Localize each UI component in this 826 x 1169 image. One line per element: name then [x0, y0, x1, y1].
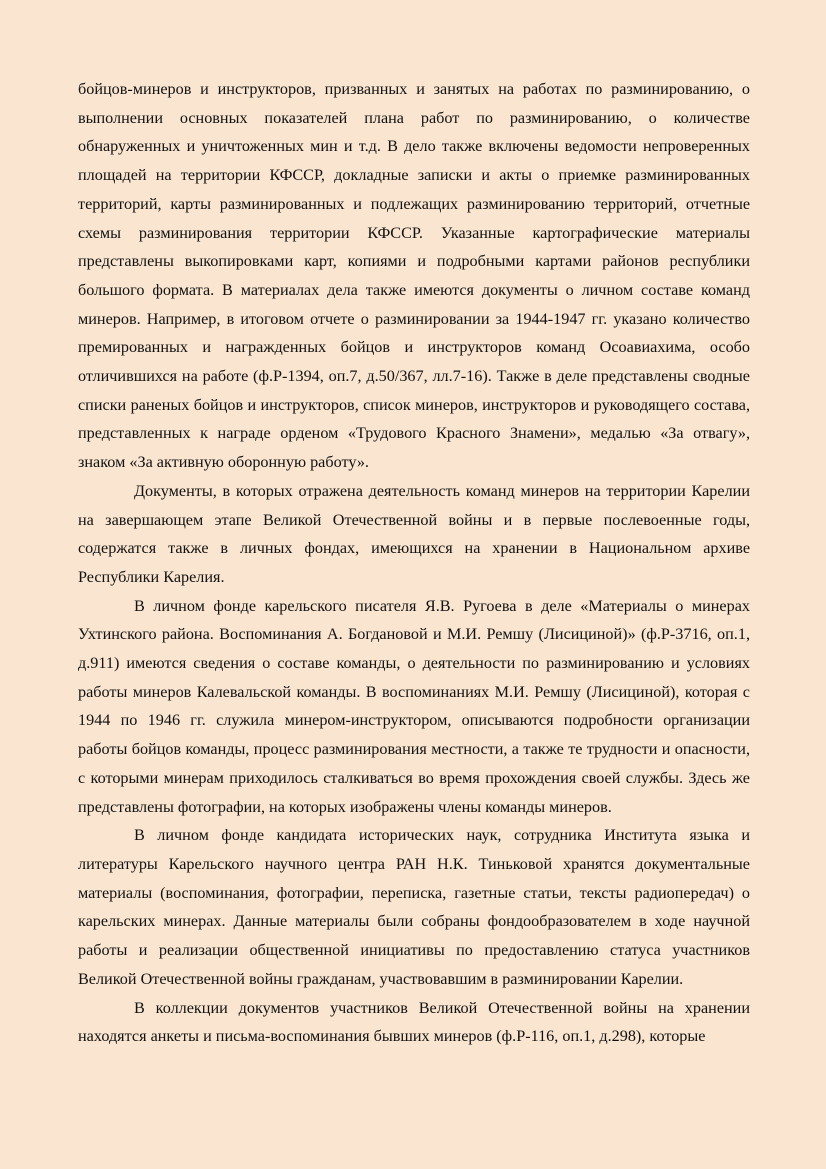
paragraph-5: В коллекции документов участников Великой Отечественной войны на хранении находятся анкеты и письма-воспоминания бывших минеров (ф.Р-116, оп.1, д.298), которые — [78, 998, 750, 1046]
paragraph-2: Документы, в которых отражена деятельность команд минеров на территории Карелии на завершающем этапе Великой Отечественной войны и в первые послевоенные годы, содержатся также в личных фондах, имеющихся на хранении в Национальном архиве Республики Карелия. — [78, 481, 750, 586]
document-page — [78, 75, 750, 1051]
paragraph-3: В личном фонде карельского писателя Я.В. Ругоева в деле «Материалы о минерах Ухтинского района. Воспоминания А. Богдановой и М.И. Ремшу (Лисициной)» (ф.Р-3716, оп.1, д.911) имеются сведения о составе команды, о деятельности по разминированию и условиях работы минеров Калевальской команды. В воспоминаниях М.И. Ремшу (Лисициной), которая с 1944 по 1946 гг. служила минером-инструктором, описываются подробности организации работы бойцов команды, процесс разминирования местности, а также те трудности и опасности, с которыми минерам приходилось сталкиваться во время прохождения своей службы. Здесь же представлены фотографии, на которых изображены члены команды минеров. — [78, 596, 750, 816]
paragraph-4: В личном фонде кандидата исторических наук, сотрудника Института языка и литературы Карельского научного центра РАН Н.К. Тиньковой хранятся документальные материалы (воспоминания, фотографии, переписка, газетные статьи, тексты радиопередач) о карельских минерах. Данные материалы были собраны фондообразователем в ходе научной работы и реализации общественной инициативы по предоставлению статуса участников Великой Отечественной войны гражданам, участвовавшим в разминировании Карелии. — [78, 826, 750, 988]
paragraph-1: бойцов-минеров и инструкторов, призванных и занятых на работах по разминированию, о выполнении основных показателей плана работ по разминированию, о количестве обнаруженных и уничтоженных мин и т.д. В дело также включены ведомости непроверенных площадей на территории КФССР, докладные записки и акты о приемке разминированных территорий, карты разминированных и подлежащих разминированию территорий, отчетные схемы разминирования территории КФССР. Указанные картографические материалы представлены выкопировками карт, копиями и подробными картами районов республики большого формата. В материалах дела также имеются документы о личном составе команд минеров. Например, в итоговом отчете о разминировании за 1944-1947 гг. указано количество премированных и награжденных бойцов и инструкторов команд Осоавиахима, особо отличившихся на работе (ф.Р-1394, оп.7, д.50/367, лл.7-16). Также в деле представлены сводные списки раненых бойцов и инструкторов, список минеров, инструкторов и руководящего состава, представленных к награде орденом «Трудового Красного Знамени», медалью «За отвагу», знаком «За активную оборонную работу». — [78, 80, 750, 472]
